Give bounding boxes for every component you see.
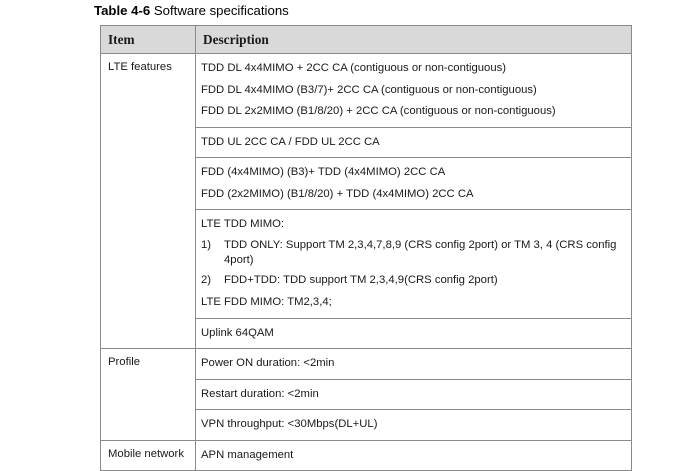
description-cell xyxy=(196,410,632,441)
item-text: TDD ONLY: Support TM 2,3,4,7,8,9 (CRS config 2port) or TM 3, 4 (CRS config 4port) xyxy=(224,238,617,266)
description-cell xyxy=(196,210,632,319)
header-description: Description xyxy=(196,26,632,54)
description-cell xyxy=(196,379,632,410)
table-row xyxy=(101,440,632,471)
spec-line: FDD (4x4MIMO) (B3)+ TDD (4x4MIMO) 2CC CA xyxy=(201,166,446,178)
description-cell xyxy=(196,440,632,471)
item-profile: Profile xyxy=(101,349,196,441)
table-row xyxy=(101,54,632,128)
spec-line: VPN throughput: <30Mbps(DL+UL) xyxy=(201,418,378,430)
description-cell xyxy=(196,318,632,349)
table-title: Software specifications xyxy=(153,3,289,18)
table-row xyxy=(101,349,632,380)
spec-line: Restart duration: <2min xyxy=(201,387,319,400)
item-text: FDD+TDD: TDD support TM 2,3,4,9(CRS config 2port) xyxy=(224,273,498,286)
item-number: 2) xyxy=(201,273,212,286)
description-cell xyxy=(196,54,632,128)
item-mobile-network: Mobile network xyxy=(101,440,196,471)
table-caption xyxy=(94,3,289,18)
spec-line: LTE TDD MIMO: xyxy=(201,218,285,230)
table-number: Table 4-6 xyxy=(94,3,151,18)
spec-line: TDD UL 2CC CA / FDD UL 2CC CA xyxy=(201,135,380,148)
description-cell xyxy=(196,349,632,380)
spec-line: TDD DL 4x4MIMO + 2CC CA (contiguous or non-contiguous) xyxy=(201,62,507,74)
spec-line: Power ON duration: <2min xyxy=(201,357,335,369)
description-cell xyxy=(196,127,632,158)
description-cell xyxy=(196,158,632,210)
spec-line: Uplink 64QAM xyxy=(201,326,274,339)
spec-line: FDD (2x2MIMO) (B1/8/20) + TDD (4x4MIMO) 2CC CA xyxy=(201,187,474,200)
spec-line: FDD DL 2x2MIMO (B1/8/20) + 2CC CA (contiguous or non-contiguous) xyxy=(201,105,556,117)
software-spec-table xyxy=(100,25,632,471)
numbered-item xyxy=(201,273,625,289)
item-number: 1) xyxy=(201,238,212,251)
spec-line: LTE FDD MIMO: TM2,3,4; xyxy=(201,296,332,308)
spec-line: FDD DL 4x4MIMO (B3/7)+ 2CC CA (contiguous or non-contiguous) xyxy=(201,83,537,96)
header-item: Item xyxy=(101,26,196,54)
header-row xyxy=(101,26,632,54)
item-lte-features: LTE features xyxy=(101,54,196,349)
spec-line: APN management xyxy=(201,448,294,461)
numbered-item xyxy=(201,238,625,269)
